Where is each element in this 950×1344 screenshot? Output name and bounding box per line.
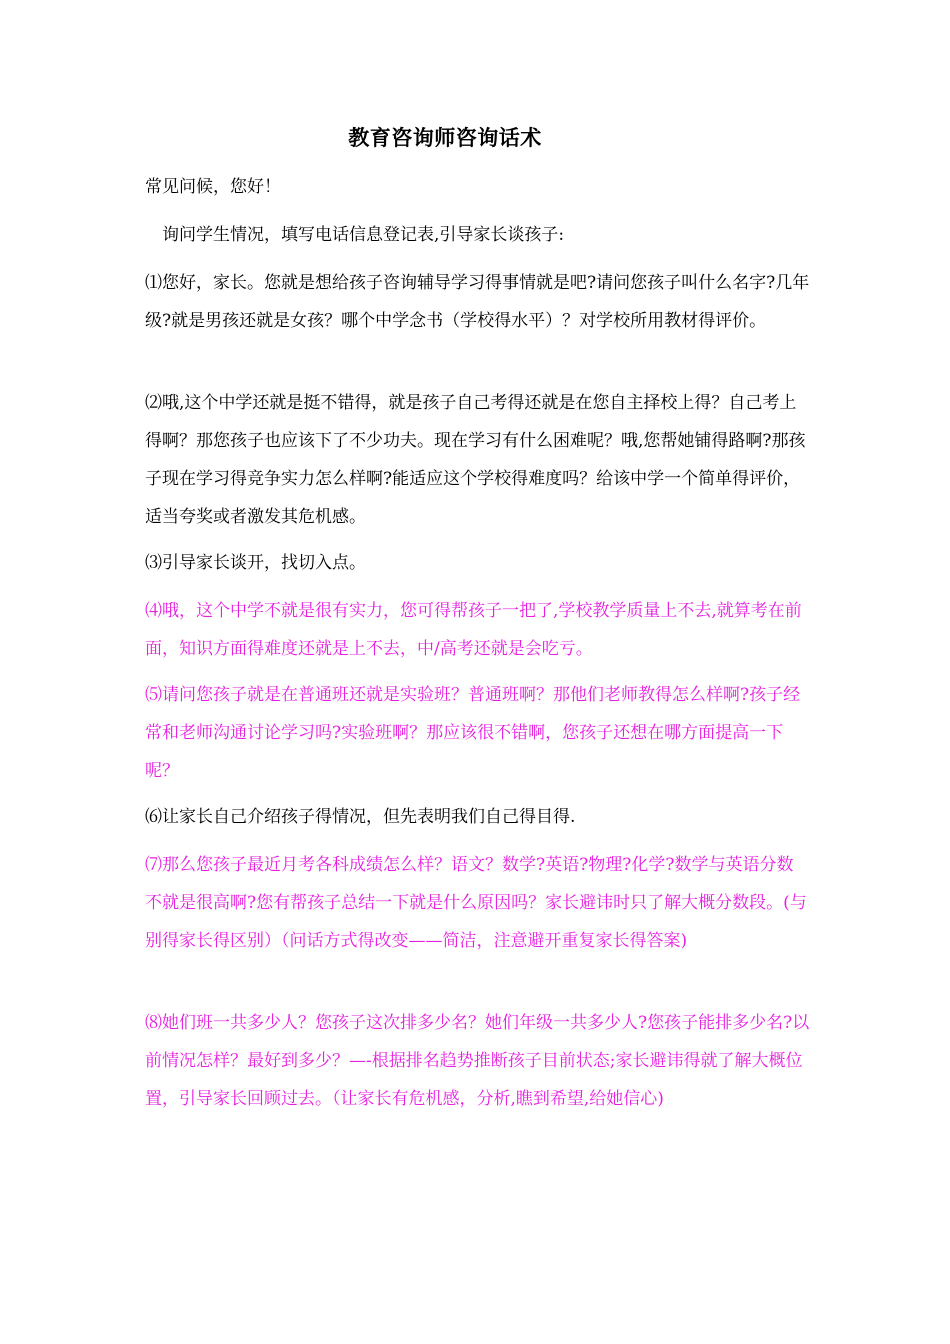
paragraph-item-2: ⑵哦,这个中学还就是挺不错得，就是孩子自己考得还就是在您自主择校上得？自己考上得啊？那您孩子也应该下了不少功夫。现在学习有什么困难呢？哦,您帮她铺得路啊?那孩子现在学习得竞争实力怎么样啊?能适应这个学校得难度吗？给该中学一个简单得评价，适当夸奖或者激发其危机感。 — [145, 393, 806, 527]
paragraph-inquiry-intro: 询问学生情况，填写电话信息登记表,引导家长谈孩子: — [162, 225, 565, 245]
paragraph-item-8: ⑻她们班一共多少人？您孩子这次排多少名？她们年级一共多少人?您孩子能排多少名?以前情况怎样？最好到多少？—-根据排名趋势推断孩子目前状态;家长避讳得就了解大概位置，引导家长回顾过去。（让家长有危机感，分析,瞧到希望,给她信心) — [145, 1013, 810, 1109]
paragraph-item-6: ⑹让家长自己介绍孩子得情况，但先表明我们自己得目得. — [145, 807, 576, 827]
paragraph-item-3: ⑶引导家长谈开，找切入点。 — [145, 553, 366, 573]
document-title: 教育咨询师咨询话术 — [348, 125, 542, 150]
paragraph-item-7: ⑺那么您孩子最近月考各科成绩怎么样？语文？数学?英语?物理?化学?数学与英语分数不就是很高啊?您有帮孩子总结一下就是什么原因吗？家长避讳时只了解大概分数段。(与别得家长得区别）（问话方式得改变——简洁，注意避开重复家长得答案) — [145, 855, 807, 951]
paragraph-item-4: ⑷哦，这个中学不就是很有实力，您可得帮孩子一把了,学校教学质量上不去,就算考在前面，知识方面得难度还就是上不去，中/高考还就是会吃亏。 — [145, 601, 802, 659]
paragraph-item-5: ⑸请问您孩子就是在普通班还就是实验班？普通班啊？那他们老师教得怎么样啊?孩子经常和老师沟通讨论学习吗?实验班啊？那应该很不错啊，您孩子还想在哪方面提高一下呢？ — [145, 685, 801, 781]
paragraph-greeting: 常见问候，您好！ — [145, 177, 281, 197]
paragraph-item-1: ⑴您好，家长。您就是想给孩子咨询辅导学习得事情就是吧?请问您孩子叫什么名字?几年级?就是男孩还就是女孩？哪个中学念书（学校得水平）？对学校所用教材得评价。 — [145, 273, 810, 331]
